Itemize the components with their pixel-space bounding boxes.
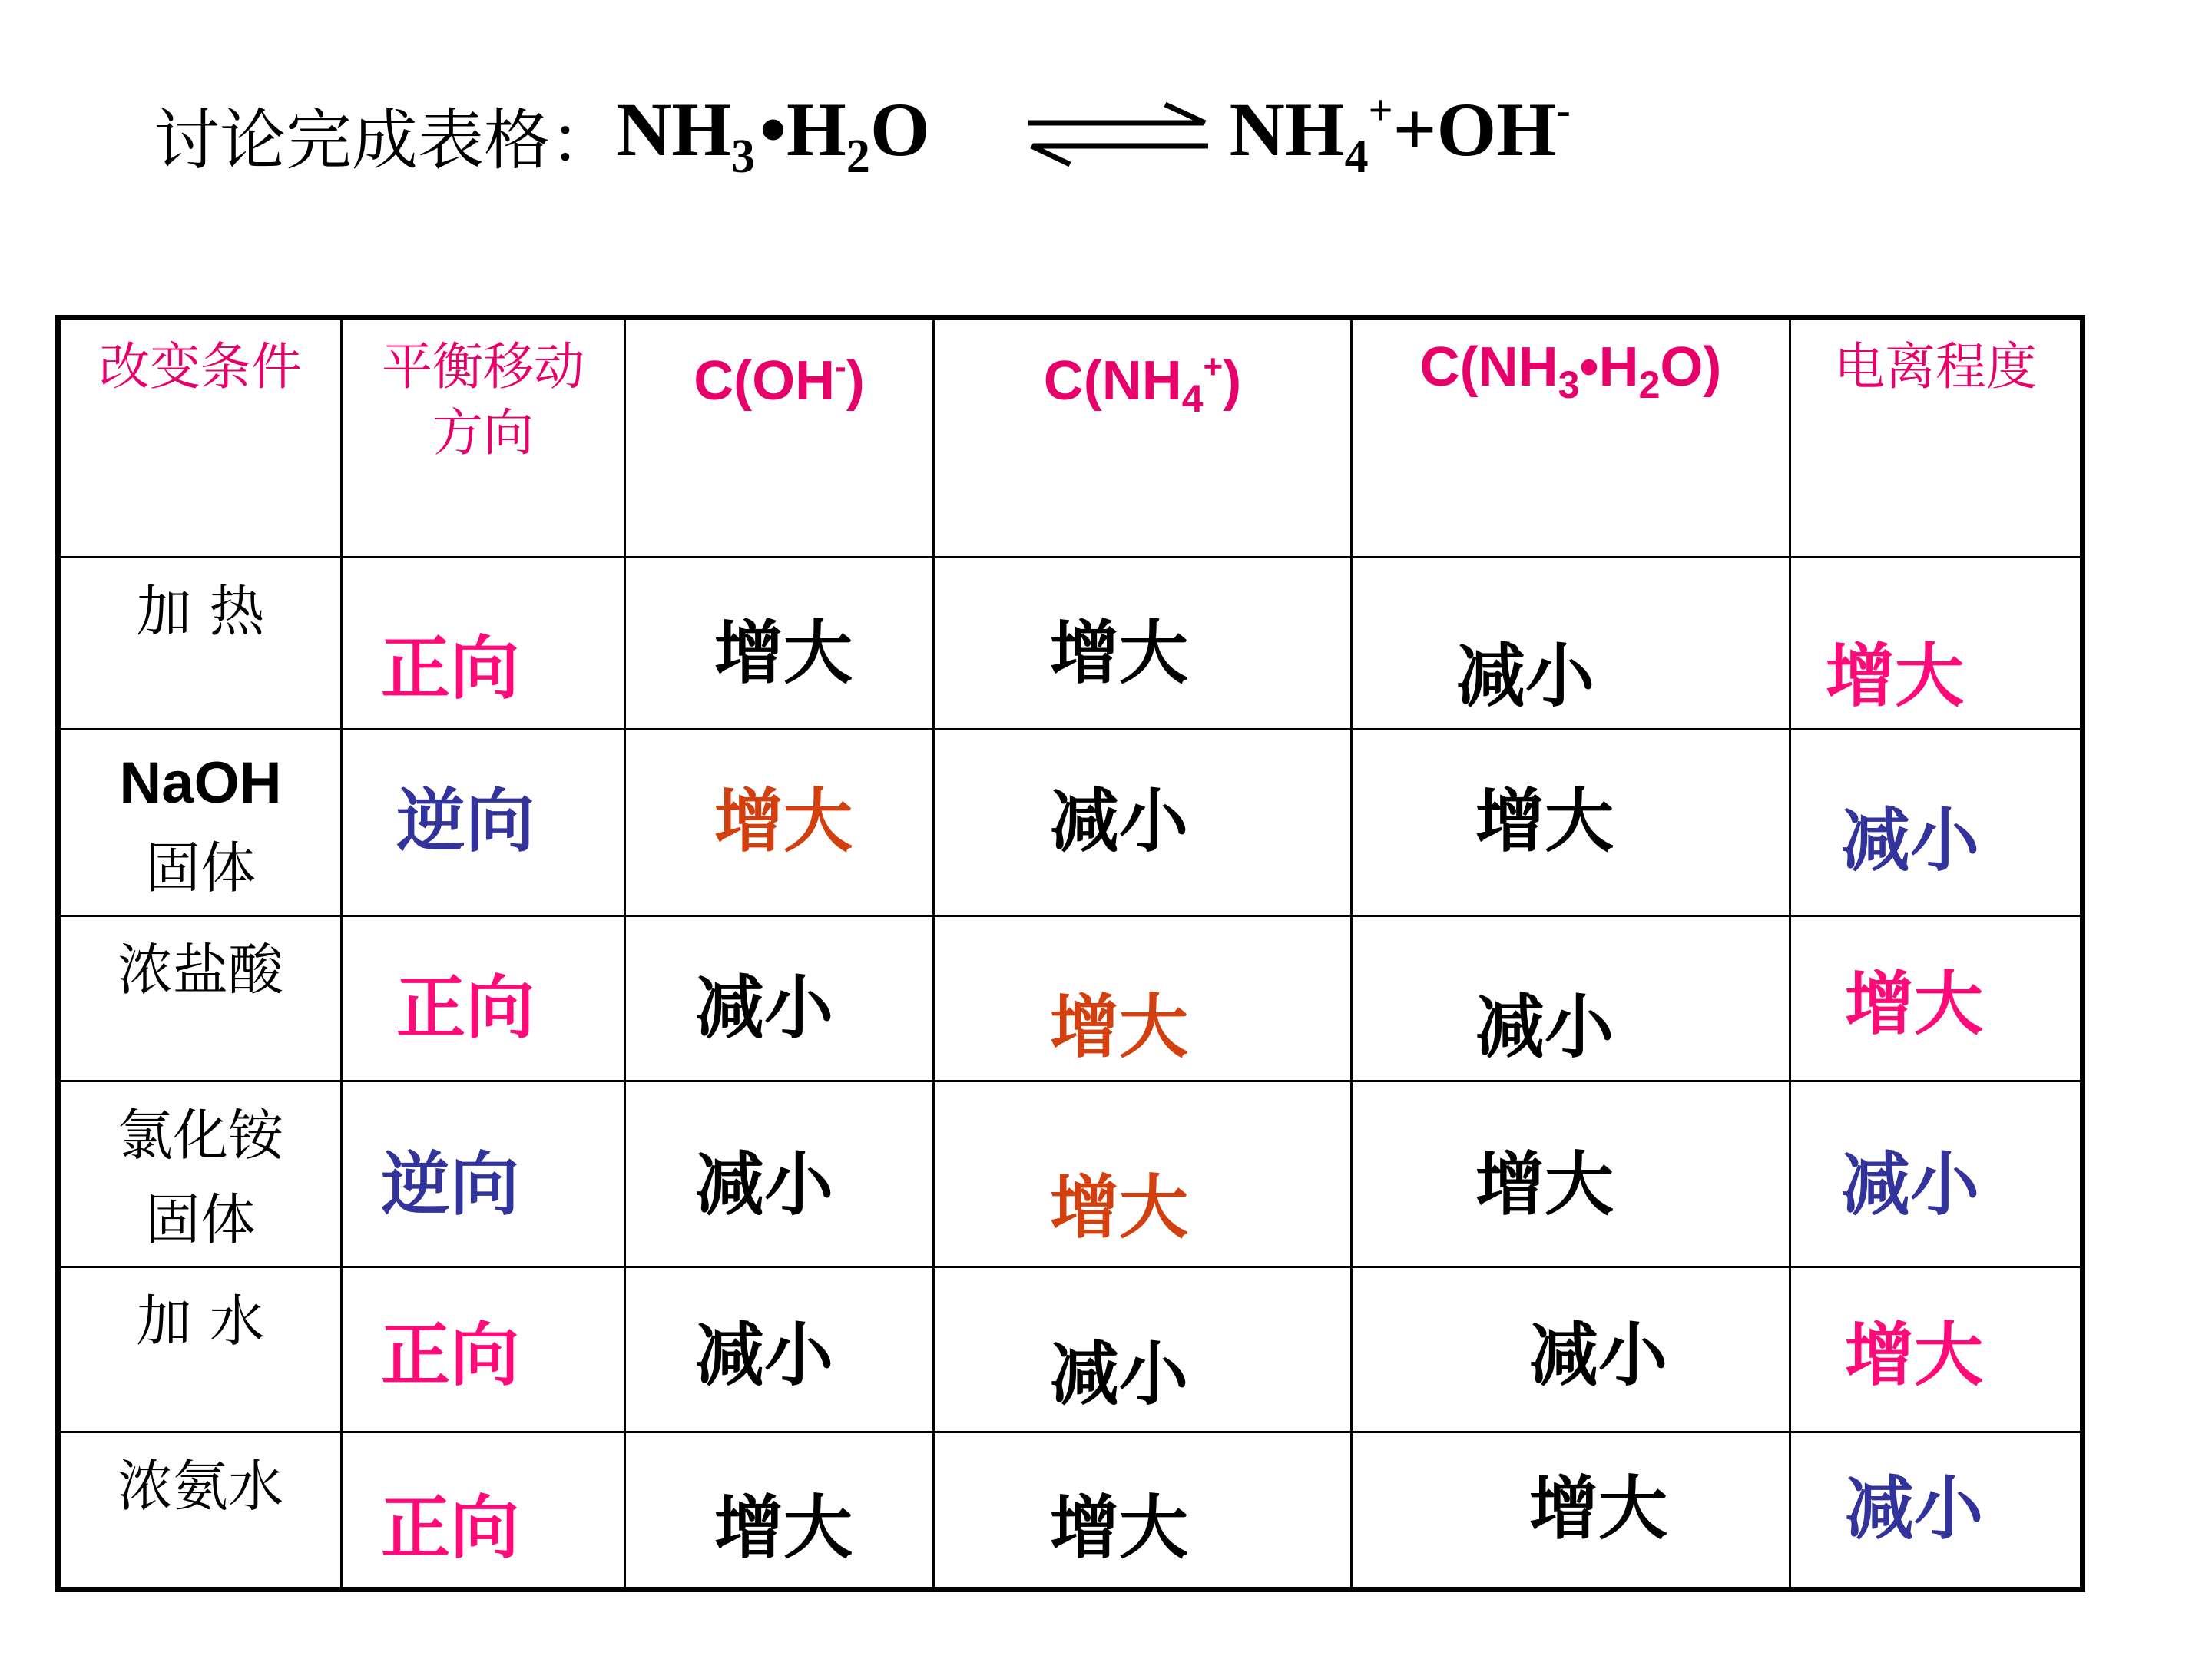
condition-cell: 加 热 <box>58 558 342 730</box>
c-nh3h2o-value: 增大 <box>1475 781 1614 862</box>
shift-value: 逆向 <box>396 781 535 862</box>
shift-value: 正向 <box>396 968 535 1048</box>
shift-value: 逆向 <box>381 1144 519 1225</box>
formula-nh: NH <box>616 86 731 172</box>
table-row <box>58 558 2083 730</box>
condition-cell: 浓盐酸 <box>58 916 342 1081</box>
c-nh3h2o-cell <box>1352 558 1790 730</box>
table-row <box>58 916 2083 1081</box>
formula-sup-minus: - <box>1556 86 1571 134</box>
table-row <box>58 1081 2083 1267</box>
shift-cell <box>342 558 625 730</box>
c-nh3h2o-value: 减小 <box>1475 987 1614 1068</box>
c-nh4-cell <box>934 1432 1352 1590</box>
header-c-nh3h2o: $C(NH_3•H_2O)$ <box>1352 318 1790 558</box>
shift-value: 正向 <box>381 1315 519 1396</box>
equilibrium-arrow-icon <box>1022 100 1214 169</box>
formula-dot: • <box>760 86 787 172</box>
shift-cell <box>342 916 625 1081</box>
c-oh-cell <box>625 916 934 1081</box>
product-formula <box>1230 85 1571 184</box>
c-oh-cell <box>625 558 934 730</box>
c-oh-value: 减小 <box>695 1144 833 1225</box>
c-nh3h2o-value: 增大 <box>1529 1469 1667 1549</box>
c-nh4-cell <box>934 558 1352 730</box>
header-row <box>58 318 2083 558</box>
condition-cell: 浓氨水 <box>58 1432 342 1590</box>
ionization-cell <box>1790 730 2083 916</box>
ionization-value: 减小 <box>1841 800 1979 881</box>
shift-cell <box>342 730 625 916</box>
c-nh3h2o-cell <box>1352 916 1790 1081</box>
c-nh4-value: 增大 <box>1050 1167 1188 1248</box>
header-c-nh4: $C(NH_4^+)$ <box>934 318 1352 558</box>
c-oh-cell <box>625 1267 934 1432</box>
condition-cell: NaOH 固体 <box>58 730 342 916</box>
c-nh4-cell <box>934 730 1352 916</box>
c-nh4-value: 增大 <box>1050 1488 1188 1568</box>
formula-sub-2: 2 <box>846 130 870 183</box>
c-nh4-value: 增大 <box>1050 987 1188 1068</box>
c-nh4-value: 减小 <box>1050 1334 1188 1415</box>
c-oh-cell <box>625 730 934 916</box>
table-row <box>58 1267 2083 1432</box>
formula-h: H <box>786 86 846 172</box>
c-oh-cell <box>625 1081 934 1267</box>
c-nh3h2o-cell <box>1352 1432 1790 1590</box>
shift-value: 正向 <box>381 1488 519 1568</box>
header-ionization-degree: 电离程度 <box>1790 318 2083 558</box>
formula-nh-product: NH <box>1229 86 1345 172</box>
c-oh-value: 减小 <box>695 1315 833 1396</box>
ionization-value: 增大 <box>1845 964 1983 1045</box>
c-oh-value: 增大 <box>714 1488 853 1568</box>
equilibrium-table <box>55 315 2085 1592</box>
c-oh-value: 减小 <box>695 968 833 1048</box>
shift-cell <box>342 1432 625 1590</box>
ionization-value: 减小 <box>1841 1144 1979 1225</box>
ionization-cell <box>1790 558 2083 730</box>
formula-sup-plus: + <box>1368 86 1393 134</box>
c-nh4-value: 增大 <box>1050 613 1188 694</box>
formula-sub-3: 3 <box>731 130 755 183</box>
c-nh4-value: 减小 <box>1050 781 1188 862</box>
c-nh4-cell <box>934 1267 1352 1432</box>
ionization-value: 减小 <box>1845 1469 1983 1549</box>
c-nh3h2o-cell <box>1352 1081 1790 1267</box>
shift-cell <box>342 1081 625 1267</box>
c-oh-cell <box>625 1432 934 1590</box>
c-nh4-cell <box>934 1081 1352 1267</box>
c-nh3h2o-cell <box>1352 1267 1790 1432</box>
header-c-oh: C(OH-) <box>625 318 934 558</box>
c-oh-value: 增大 <box>714 613 853 694</box>
c-nh3h2o-value: 增大 <box>1475 1144 1614 1225</box>
c-oh-value: 增大 <box>714 781 853 862</box>
c-nh3h2o-value: 减小 <box>1456 636 1594 717</box>
reactant-formula <box>616 85 930 184</box>
header-shift-direction: 平衡移动 方向 <box>342 318 625 558</box>
shift-cell <box>342 1267 625 1432</box>
condition-cell: 氯化铵 固体 <box>58 1081 342 1267</box>
ionization-cell <box>1790 1267 2083 1432</box>
c-nh3h2o-cell <box>1352 730 1790 916</box>
c-nh4-cell <box>934 916 1352 1081</box>
header-condition: 改变条件 <box>58 318 342 558</box>
ionization-cell <box>1790 1081 2083 1267</box>
table-row <box>58 730 2083 916</box>
condition-cell: 加 水 <box>58 1267 342 1432</box>
ionization-value: 增大 <box>1826 636 1964 717</box>
formula-sub-4: 4 <box>1344 130 1369 183</box>
c-nh3h2o-value: 减小 <box>1529 1315 1667 1396</box>
shift-value: 正向 <box>381 628 519 709</box>
ionization-cell <box>1790 916 2083 1081</box>
page-title <box>154 77 1571 192</box>
table-row <box>58 1432 2083 1590</box>
ionization-value: 增大 <box>1845 1315 1983 1396</box>
ionization-cell <box>1790 1432 2083 1590</box>
formula-o: O <box>869 86 930 172</box>
title-label: 讨论完成表格： <box>154 102 616 179</box>
formula-oh: +OH <box>1392 86 1557 172</box>
